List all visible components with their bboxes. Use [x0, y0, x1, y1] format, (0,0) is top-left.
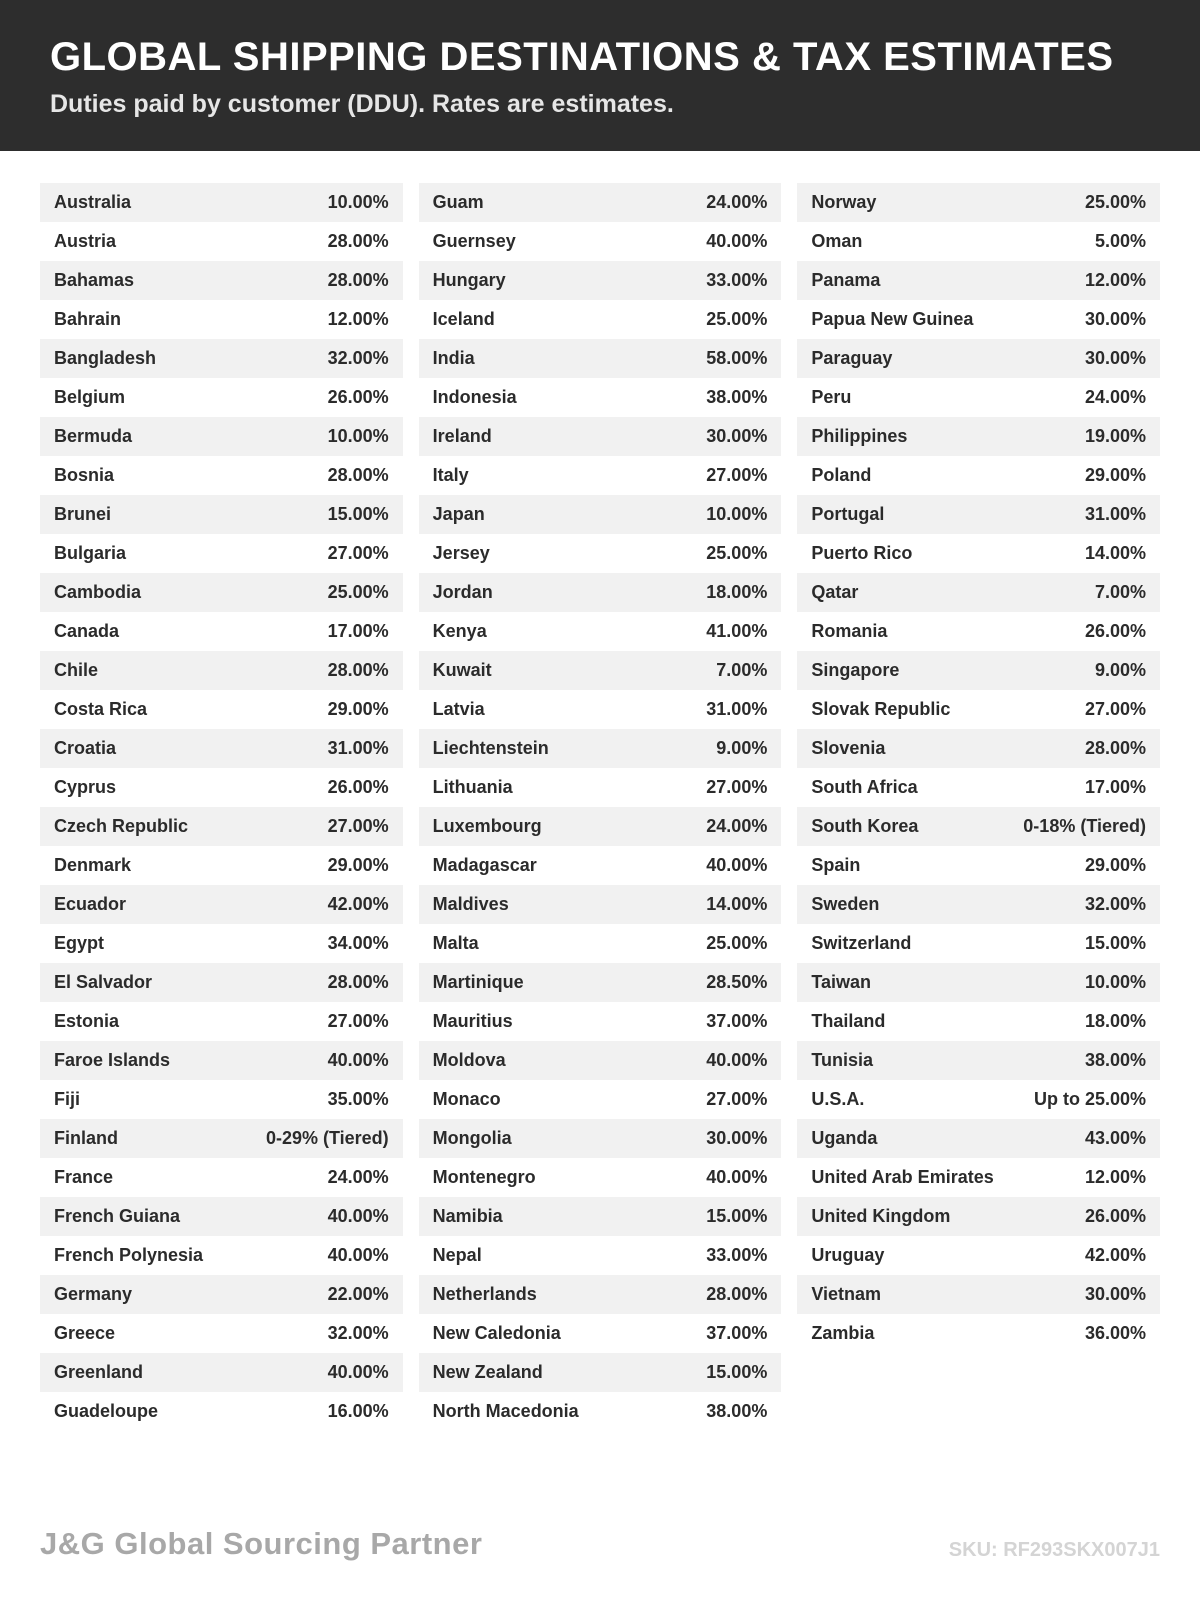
table-row [40, 1002, 403, 1041]
country-name: Luxembourg [432, 816, 542, 836]
tax-rate: 30.00% [1084, 1284, 1147, 1304]
table-row [40, 1119, 403, 1158]
tax-rate: 28.00% [1084, 738, 1147, 758]
table-row [419, 768, 782, 807]
country-name: Kuwait [432, 660, 492, 680]
tax-rate: 15.00% [706, 1206, 768, 1226]
tax-rate: 35.00% [327, 1089, 389, 1109]
tax-rate: 24.00% [706, 192, 768, 212]
tax-rate: 7.00% [716, 660, 768, 680]
country-name: Fiji [54, 1089, 80, 1109]
table-row [40, 573, 403, 612]
country-name: Paraguay [811, 348, 893, 368]
table-row [797, 183, 1160, 222]
table-row [40, 846, 403, 885]
table-row [419, 456, 782, 495]
country-name: Croatia [54, 738, 117, 758]
tax-rate: 0-18% (Tiered) [1023, 816, 1147, 836]
country-name: Oman [811, 231, 863, 251]
tax-rate: 40.00% [706, 231, 768, 251]
tax-rate: 24.00% [327, 1167, 389, 1187]
table-row [419, 1158, 782, 1197]
table-row [40, 1236, 403, 1275]
table-row [40, 300, 403, 339]
country-name: Bulgaria [54, 543, 127, 563]
table-row [797, 924, 1160, 963]
table-row [40, 339, 403, 378]
country-name: Madagascar [432, 855, 537, 875]
table-row [419, 690, 782, 729]
country-name: Netherlands [432, 1284, 537, 1304]
tax-rate: 24.00% [1084, 387, 1147, 407]
country-name: Italy [432, 465, 469, 485]
country-name: Papua New Guinea [811, 309, 974, 329]
country-name: France [54, 1167, 114, 1187]
table-row [419, 1002, 782, 1041]
table-row [797, 573, 1160, 612]
table-row [797, 1119, 1160, 1158]
tax-rate: 30.00% [1084, 309, 1147, 329]
tax-rate: 26.00% [1084, 1206, 1147, 1226]
table-row [797, 846, 1160, 885]
tax-rate: 30.00% [706, 426, 768, 446]
table-row [40, 183, 403, 222]
table-row [797, 651, 1160, 690]
table-column [419, 183, 782, 1431]
tax-rate: 40.00% [327, 1050, 389, 1070]
table-row [797, 378, 1160, 417]
table-row [419, 495, 782, 534]
table-row [40, 1353, 403, 1392]
country-name: Czech Republic [54, 816, 189, 836]
table-row [797, 963, 1160, 1002]
tax-rate: 41.00% [706, 621, 768, 641]
tax-rate: 36.00% [1084, 1323, 1147, 1343]
table-row [40, 768, 403, 807]
country-name: Qatar [811, 582, 859, 602]
table-row [797, 768, 1160, 807]
table-row [419, 1041, 782, 1080]
tax-rate: 10.00% [706, 504, 768, 524]
tax-rate: 37.00% [706, 1011, 768, 1031]
country-name: South Africa [811, 777, 918, 797]
country-name: Switzerland [811, 933, 912, 953]
country-name: Mongolia [432, 1128, 512, 1148]
table-row [419, 417, 782, 456]
country-name: Guadeloupe [54, 1401, 159, 1421]
tax-rate: 26.00% [327, 387, 389, 407]
country-name: Nepal [432, 1245, 482, 1265]
country-name: Greenland [54, 1362, 144, 1382]
country-name: Bahrain [54, 309, 122, 329]
table-row [797, 1236, 1160, 1275]
tax-rate: 40.00% [706, 855, 768, 875]
country-name: El Salvador [54, 972, 153, 992]
country-name: Austria [54, 231, 117, 251]
country-name: Uganda [811, 1128, 878, 1148]
table-row [797, 690, 1160, 729]
tax-rate: 14.00% [706, 894, 768, 914]
table-row [797, 339, 1160, 378]
table-row [40, 222, 403, 261]
country-name: Bangladesh [54, 348, 157, 368]
table-row [419, 807, 782, 846]
tax-rate: 18.00% [706, 582, 768, 602]
tax-rate: 7.00% [1094, 582, 1147, 602]
header-banner [0, 0, 1200, 151]
table-row [419, 300, 782, 339]
table-row [419, 1119, 782, 1158]
country-name: Finland [54, 1128, 118, 1148]
tax-rate: 9.00% [716, 738, 768, 758]
table-row [797, 1275, 1160, 1314]
country-name: Namibia [432, 1206, 503, 1226]
table-row [40, 690, 403, 729]
country-name: Portugal [811, 504, 885, 524]
country-name: Zambia [811, 1323, 875, 1343]
country-name: Greece [54, 1323, 116, 1343]
table-row [40, 1041, 403, 1080]
country-name: Lithuania [432, 777, 513, 797]
country-name: Spain [811, 855, 861, 875]
table-row [40, 417, 403, 456]
table-row [40, 1158, 403, 1197]
table-row [419, 1353, 782, 1392]
table-row [40, 1080, 403, 1119]
table-row [419, 261, 782, 300]
country-name: India [432, 348, 475, 368]
country-name: Kenya [432, 621, 487, 641]
country-name: Germany [54, 1284, 133, 1304]
tax-rate: 27.00% [706, 777, 768, 797]
table-row [40, 1275, 403, 1314]
table-row [797, 1041, 1160, 1080]
country-name: Liechtenstein [432, 738, 549, 758]
table-row [797, 612, 1160, 651]
tax-rate: 27.00% [706, 1089, 768, 1109]
tax-rate: 27.00% [706, 465, 768, 485]
country-name: North Macedonia [432, 1401, 579, 1421]
country-name: Norway [811, 192, 877, 212]
country-name: Mauritius [432, 1011, 513, 1031]
tax-rate: 15.00% [706, 1362, 768, 1382]
tax-rate: 17.00% [327, 621, 389, 641]
table-row [797, 417, 1160, 456]
tax-rate: 28.00% [327, 465, 389, 485]
country-name: Estonia [54, 1011, 120, 1031]
country-name: Vietnam [811, 1284, 882, 1304]
tax-rate: 12.00% [327, 309, 389, 329]
country-name: Belgium [54, 387, 126, 407]
tax-rate: 9.00% [1094, 660, 1147, 680]
tax-rate: 28.00% [327, 231, 389, 251]
page-title: GLOBAL SHIPPING DESTINATIONS & TAX ESTIMATES [50, 35, 1114, 79]
tax-rate: 27.00% [327, 816, 389, 836]
table-row [419, 846, 782, 885]
table-row [419, 183, 782, 222]
country-name: Cyprus [54, 777, 117, 797]
table-row [419, 612, 782, 651]
table-row [419, 1197, 782, 1236]
country-name: United Kingdom [811, 1206, 951, 1226]
tax-rate: 38.00% [706, 1401, 768, 1421]
country-name: Tunisia [811, 1050, 874, 1070]
brand-name: J&G Global Sourcing Partner [40, 1526, 483, 1561]
tax-rate: 10.00% [327, 426, 389, 446]
country-name: Monaco [432, 1089, 501, 1109]
country-name: Ireland [432, 426, 492, 446]
country-name: Malta [432, 933, 479, 953]
table-row [40, 924, 403, 963]
table-row [419, 1275, 782, 1314]
country-name: Bahamas [54, 270, 135, 290]
table-row [40, 495, 403, 534]
table-column [40, 183, 403, 1431]
table-row [40, 378, 403, 417]
tax-rate: 24.00% [706, 816, 768, 836]
table-row [419, 378, 782, 417]
tax-rate: 40.00% [327, 1362, 389, 1382]
table-row [40, 963, 403, 1002]
table-row [40, 456, 403, 495]
table-row [419, 534, 782, 573]
tax-rate: 33.00% [706, 270, 768, 290]
tax-rate: 40.00% [706, 1050, 768, 1070]
tax-rate: 32.00% [327, 1323, 389, 1343]
table-row [40, 729, 403, 768]
table-row [419, 573, 782, 612]
tax-rate: 25.00% [327, 582, 389, 602]
table-row [419, 339, 782, 378]
tax-rate: 42.00% [327, 894, 389, 914]
country-name: Philippines [811, 426, 908, 446]
table-row [797, 534, 1160, 573]
table-row [419, 885, 782, 924]
country-name: U.S.A. [811, 1089, 865, 1109]
country-name: South Korea [811, 816, 919, 836]
page-subtitle: Duties paid by customer (DDU). Rates are estimates. [50, 90, 674, 118]
tax-rate: 43.00% [1084, 1128, 1147, 1148]
tax-rate: 28.00% [327, 270, 389, 290]
country-name: United Arab Emirates [811, 1167, 994, 1187]
tax-rate: 58.00% [706, 348, 768, 368]
table-row [797, 1002, 1160, 1041]
table-row [797, 222, 1160, 261]
table-row [419, 1392, 782, 1431]
table-row [797, 729, 1160, 768]
country-name: Japan [432, 504, 485, 524]
tax-rate: 25.00% [1084, 192, 1147, 212]
tax-rate: 19.00% [1084, 426, 1147, 446]
tax-rate: 25.00% [706, 933, 768, 953]
country-name: Canada [54, 621, 120, 641]
table-row [40, 534, 403, 573]
country-name: Thailand [811, 1011, 886, 1031]
country-name: Iceland [432, 309, 495, 329]
tax-rate: 27.00% [327, 543, 389, 563]
table-row [797, 1314, 1160, 1353]
tax-rate: 37.00% [706, 1323, 768, 1343]
tax-rate: 40.00% [706, 1167, 768, 1187]
tax-rate: 26.00% [1084, 621, 1147, 641]
country-name: Jersey [432, 543, 490, 563]
country-name: Panama [811, 270, 881, 290]
country-name: Montenegro [432, 1167, 536, 1187]
table-row [40, 1392, 403, 1431]
tax-rate: 30.00% [1084, 348, 1147, 368]
tax-rate: 16.00% [327, 1401, 389, 1421]
country-name: Maldives [432, 894, 509, 914]
tax-rate: 27.00% [327, 1011, 389, 1031]
tax-rate: 25.00% [706, 309, 768, 329]
country-name: Jordan [432, 582, 493, 602]
country-name: Latvia [432, 699, 485, 719]
tax-rate: 40.00% [327, 1245, 389, 1265]
country-name: Slovenia [811, 738, 886, 758]
country-name: Sweden [811, 894, 880, 914]
tax-rate: 30.00% [706, 1128, 768, 1148]
tax-rate: Up to 25.00% [1033, 1089, 1147, 1109]
tax-rate: 0-29% (Tiered) [265, 1128, 389, 1148]
country-name: Indonesia [432, 387, 517, 407]
country-name: Peru [811, 387, 852, 407]
country-name: Puerto Rico [811, 543, 913, 563]
tax-rate: 27.00% [1084, 699, 1147, 719]
table-row [40, 885, 403, 924]
tax-rate: 38.00% [1084, 1050, 1147, 1070]
tax-rate: 29.00% [327, 855, 389, 875]
table-row [40, 651, 403, 690]
tax-rate: 29.00% [1084, 465, 1147, 485]
country-name: Poland [811, 465, 872, 485]
tax-rate: 31.00% [327, 738, 389, 758]
table-row [419, 924, 782, 963]
tax-rate: 15.00% [1084, 933, 1147, 953]
tax-rate: 29.00% [1084, 855, 1147, 875]
country-name: Egypt [54, 933, 105, 953]
table-row [40, 612, 403, 651]
country-name: Guernsey [432, 231, 516, 251]
table-row [40, 1197, 403, 1236]
tax-rate: 14.00% [1084, 543, 1147, 563]
tax-rate: 33.00% [706, 1245, 768, 1265]
tax-rate: 28.00% [327, 972, 389, 992]
country-name: New Zealand [432, 1362, 543, 1382]
tax-rate: 28.50% [706, 972, 768, 992]
table-row [40, 261, 403, 300]
country-name: Chile [54, 660, 99, 680]
tax-rate: 32.00% [1084, 894, 1147, 914]
country-name: French Guiana [54, 1206, 181, 1226]
table-row [40, 1314, 403, 1353]
tax-rate: 31.00% [706, 699, 768, 719]
country-name: Hungary [432, 270, 506, 290]
table-row [419, 651, 782, 690]
country-name: Cambodia [54, 582, 142, 602]
rates-table [40, 183, 1160, 1431]
tax-rate: 32.00% [327, 348, 389, 368]
tax-rate: 25.00% [706, 543, 768, 563]
table-row [40, 807, 403, 846]
country-name: French Polynesia [54, 1245, 204, 1265]
tax-rate: 31.00% [1084, 504, 1147, 524]
country-name: Bosnia [54, 465, 115, 485]
tax-rate: 42.00% [1084, 1245, 1147, 1265]
table-row [797, 495, 1160, 534]
tax-rate: 5.00% [1094, 231, 1147, 251]
table-row [419, 1314, 782, 1353]
country-name: Moldova [432, 1050, 506, 1070]
table-row [797, 885, 1160, 924]
country-name: Denmark [54, 855, 132, 875]
tax-rate: 38.00% [706, 387, 768, 407]
tax-rate: 29.00% [327, 699, 389, 719]
footer [40, 1526, 1160, 1562]
table-row [419, 963, 782, 1002]
table-row [797, 300, 1160, 339]
table-row [797, 1158, 1160, 1197]
tax-rate: 17.00% [1084, 777, 1147, 797]
tax-rate: 10.00% [327, 192, 389, 212]
country-name: Romania [811, 621, 888, 641]
country-name: Slovak Republic [811, 699, 951, 719]
table-row [419, 222, 782, 261]
table-row [797, 456, 1160, 495]
table-row [797, 1197, 1160, 1236]
table-row [797, 807, 1160, 846]
table-row [419, 729, 782, 768]
country-name: Faroe Islands [54, 1050, 171, 1070]
country-name: Brunei [54, 504, 112, 524]
tax-rate: 18.00% [1084, 1011, 1147, 1031]
country-name: Singapore [811, 660, 900, 680]
country-name: Australia [54, 192, 132, 212]
tax-rate: 12.00% [1084, 1167, 1147, 1187]
tax-rate: 22.00% [327, 1284, 389, 1304]
country-name: Guam [432, 192, 484, 212]
tax-rate: 26.00% [327, 777, 389, 797]
country-name: Ecuador [54, 894, 127, 914]
tax-rate: 34.00% [327, 933, 389, 953]
country-name: Martinique [432, 972, 524, 992]
tax-rate: 28.00% [327, 660, 389, 680]
table-column [797, 183, 1160, 1431]
tax-rate: 40.00% [327, 1206, 389, 1226]
country-name: Bermuda [54, 426, 133, 446]
table-row [419, 1236, 782, 1275]
country-name: New Caledonia [432, 1323, 561, 1343]
tax-rate: 10.00% [1084, 972, 1147, 992]
tax-rate: 28.00% [706, 1284, 768, 1304]
country-name: Taiwan [811, 972, 872, 992]
country-name: Uruguay [811, 1245, 885, 1265]
table-row [797, 1080, 1160, 1119]
table-row [797, 261, 1160, 300]
country-name: Costa Rica [54, 699, 148, 719]
table-row [419, 1080, 782, 1119]
tax-rate: 12.00% [1084, 270, 1147, 290]
tax-rate: 15.00% [327, 504, 389, 524]
sku-label: SKU: RF293SKX007J1 [948, 1539, 1160, 1561]
